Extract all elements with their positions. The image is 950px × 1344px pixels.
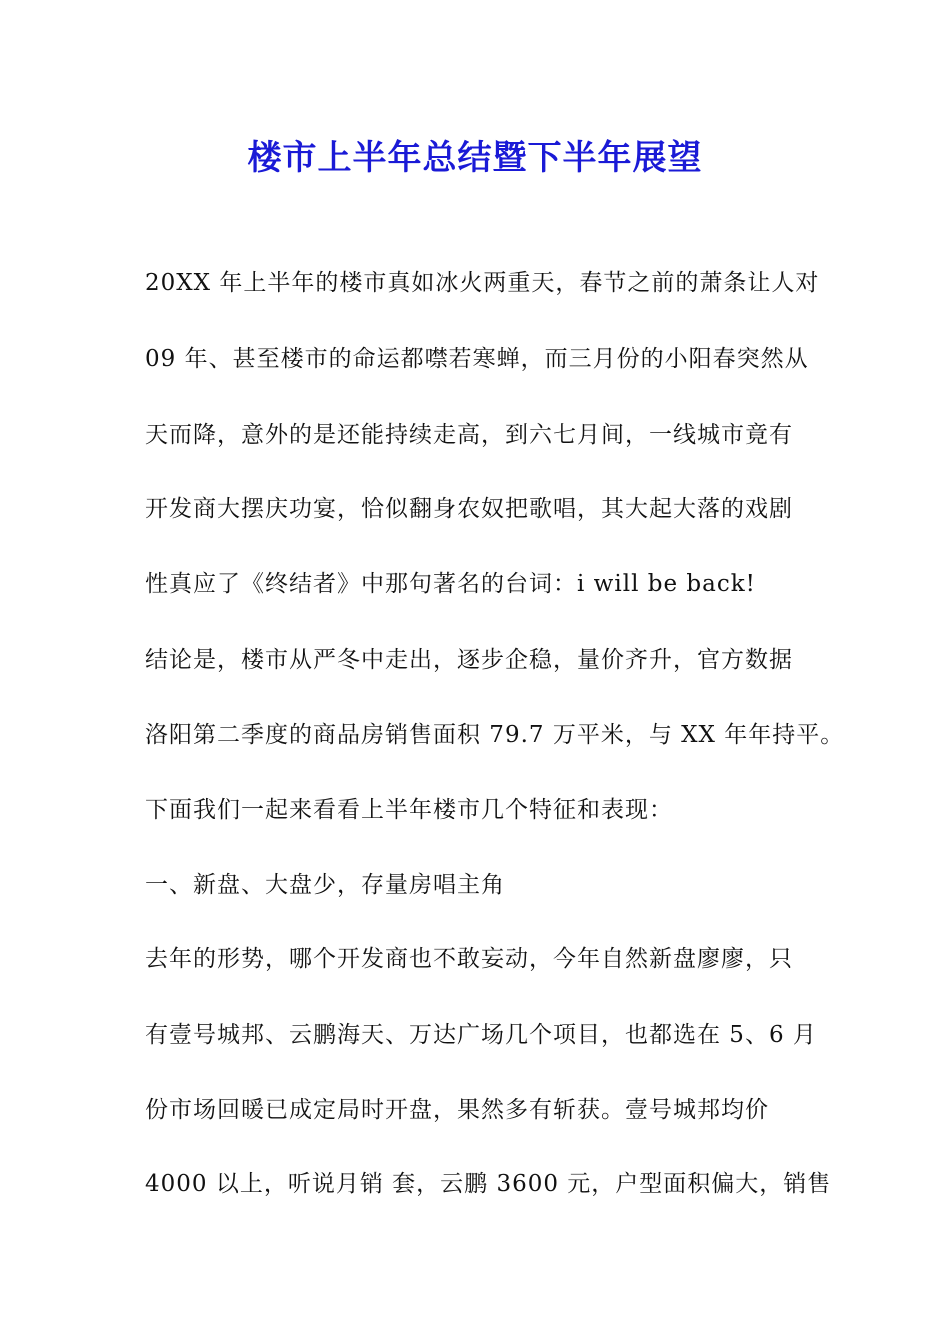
paragraph-line: 结论是，楼市从严冬中走出，逐步企稳，量价齐升，官方数据	[145, 647, 793, 673]
paragraph-line: 性真应了《终结者》中那句著名的台词：i will be back!	[145, 571, 756, 597]
paragraph-line: 开发商大摆庆功宴，恰似翻身农奴把歌唱，其大起大落的戏剧	[145, 496, 793, 522]
paragraph-line: 份市场回暖已成定局时开盘，果然多有斩获。壹号城邦均价	[145, 1097, 769, 1123]
paragraph-line: 20XX 年上半年的楼市真如冰火两重天，春节之前的萧条让人对	[145, 270, 820, 296]
paragraph-line: 09 年、甚至楼市的命运都噤若寒蝉，而三月份的小阳春突然从	[145, 346, 809, 372]
paragraph-line: 洛阳第二季度的商品房销售面积 79.7 万平米，与 XX 年年持平。	[145, 722, 845, 748]
paragraph-line: 去年的形势，哪个开发商也不敢妄动，今年自然新盘廖廖，只	[145, 946, 793, 972]
document-title: 楼市上半年总结暨下半年展望	[247, 138, 703, 178]
paragraph-line: 下面我们一起来看看上半年楼市几个特征和表现：	[145, 797, 673, 823]
paragraph-line: 天而降，意外的是还能持续走高，到六七月间，一线城市竟有	[145, 422, 793, 448]
section-heading: 一、新盘、大盘少，存量房唱主角	[145, 872, 505, 898]
paragraph-line: 4000 以上，听说月销 套，云鹏 3600 元，户型面积偏大，销售	[145, 1171, 832, 1197]
paragraph-line: 有壹号城邦、云鹏海天、万达广场几个项目，也都选在 5、6 月	[145, 1022, 817, 1048]
